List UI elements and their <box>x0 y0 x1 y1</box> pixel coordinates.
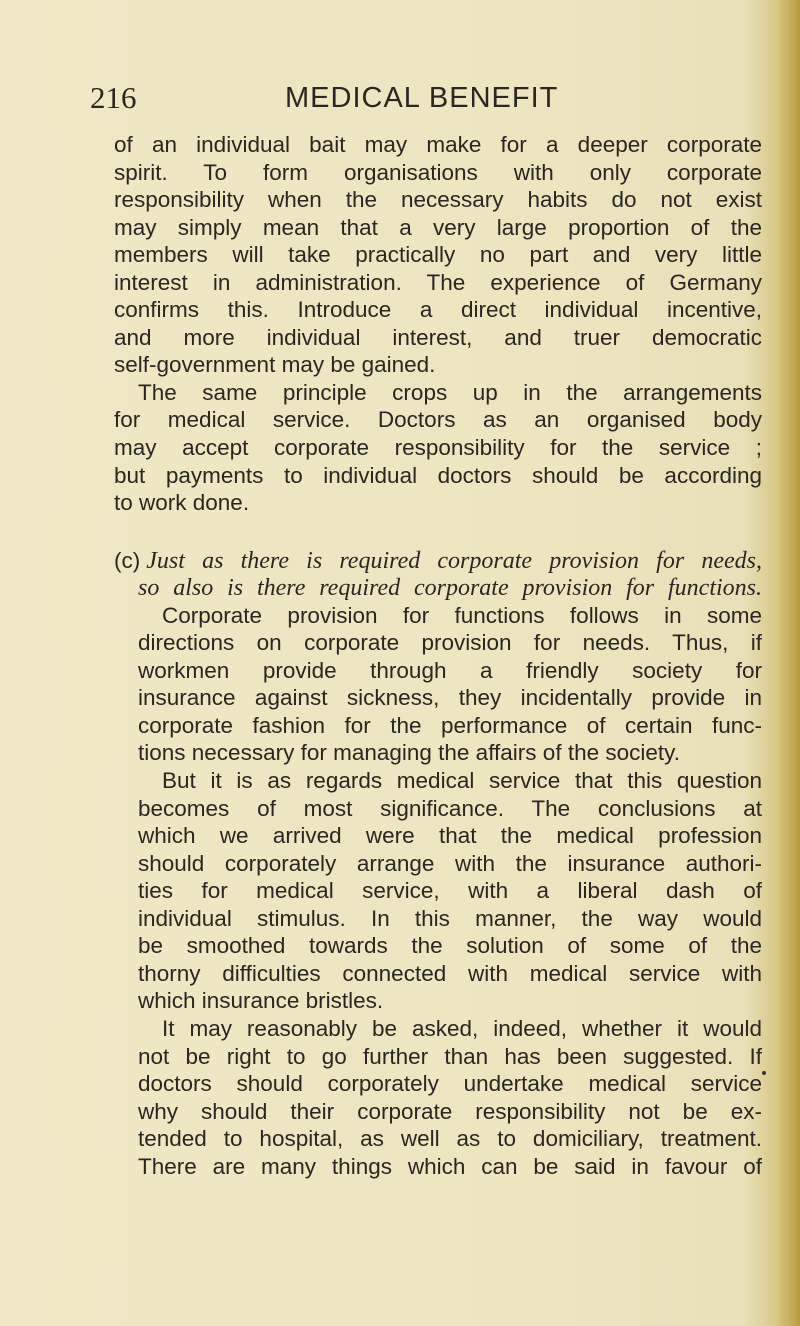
section-heading-line <box>114 547 762 575</box>
text-line: tended to hospital, as well as to domiciliary, treatment. <box>138 1126 762 1152</box>
text-line: not be right to go further than has been suggested. If <box>138 1043 762 1069</box>
text-line: But it is as regards medical service that this question <box>162 768 762 794</box>
text-line: be smoothed towards the solution of some of the <box>138 933 762 959</box>
text-line: to work done. <box>114 490 250 516</box>
running-title: MEDICAL BENEFIT <box>285 82 559 114</box>
text-line: spirit. To form organisations with only corporate <box>114 159 762 185</box>
text-line: insurance against sickness, they incidentally provide in <box>138 685 762 711</box>
text-line: which we arrived were that the medical profession <box>138 823 762 849</box>
section-label: (c) <box>114 547 141 573</box>
text-line: responsibility when the necessary habits do not exist <box>114 187 762 213</box>
text-line: of an individual bait may make for a deeper corporate <box>114 132 762 157</box>
text-line: for medical service. Doctors as an organised body <box>114 407 762 433</box>
text-line: corporate fashion for the performance of certain func- <box>138 712 762 738</box>
text-line: individual stimulus. In this manner, the way would <box>138 905 762 931</box>
page-edge <box>776 0 800 1326</box>
page-header <box>90 80 770 120</box>
text-line: self-government may be gained. <box>114 352 436 378</box>
ink-speck <box>762 1071 766 1075</box>
text-line: and more individual interest, and truer democratic <box>114 324 762 350</box>
page-number: 216 <box>90 80 137 115</box>
text-line: which insurance bristles. <box>138 988 384 1014</box>
text-line: may simply mean that a very large proportion of the <box>114 214 762 240</box>
text-line: directions on corporate provision for needs. Thus, if <box>138 630 762 656</box>
text-line: thorny difficulties connected with medical service with <box>138 960 762 986</box>
text-line: tions necessary for managing the affairs of the society. <box>138 740 680 766</box>
text-line: ties for medical service, with a liberal dash of <box>138 878 762 904</box>
text-line: may accept corporate responsibility for the service ; <box>114 435 762 461</box>
text-line: It may reasonably be asked, indeed, whether it would <box>162 1015 762 1041</box>
body-text <box>114 131 762 1180</box>
text-line: doctors should corporately undertake medical service <box>138 1071 762 1097</box>
section-heading-line <box>114 574 762 602</box>
text-line: The same principle crops up in the arrangements <box>138 379 762 405</box>
text-line: There are many things which can be said in favour of <box>138 1153 762 1179</box>
text-line: why should their corporate responsibility not be ex- <box>138 1098 762 1124</box>
text-line: should corporately arrange with the insurance authori- <box>138 850 762 876</box>
section-heading-text: Just as there is required corporate provision for needs, <box>146 547 762 574</box>
text-line: confirms this. Introduce a direct individual incentive, <box>114 297 762 323</box>
text-line: workmen provide through a friendly society for <box>138 657 762 683</box>
text-line: Corporate provision for functions follows in some <box>162 602 762 628</box>
section-heading-text: so also is there required corporate provision for functions. <box>138 575 762 602</box>
text-line: members will take practically no part and very little <box>114 242 762 268</box>
text-line: but payments to individual doctors should be according <box>114 462 762 488</box>
text-line: interest in administration. The experience of Germany <box>114 269 762 295</box>
section-gap <box>114 517 762 547</box>
text-line: becomes of most significance. The conclusions at <box>138 795 762 821</box>
